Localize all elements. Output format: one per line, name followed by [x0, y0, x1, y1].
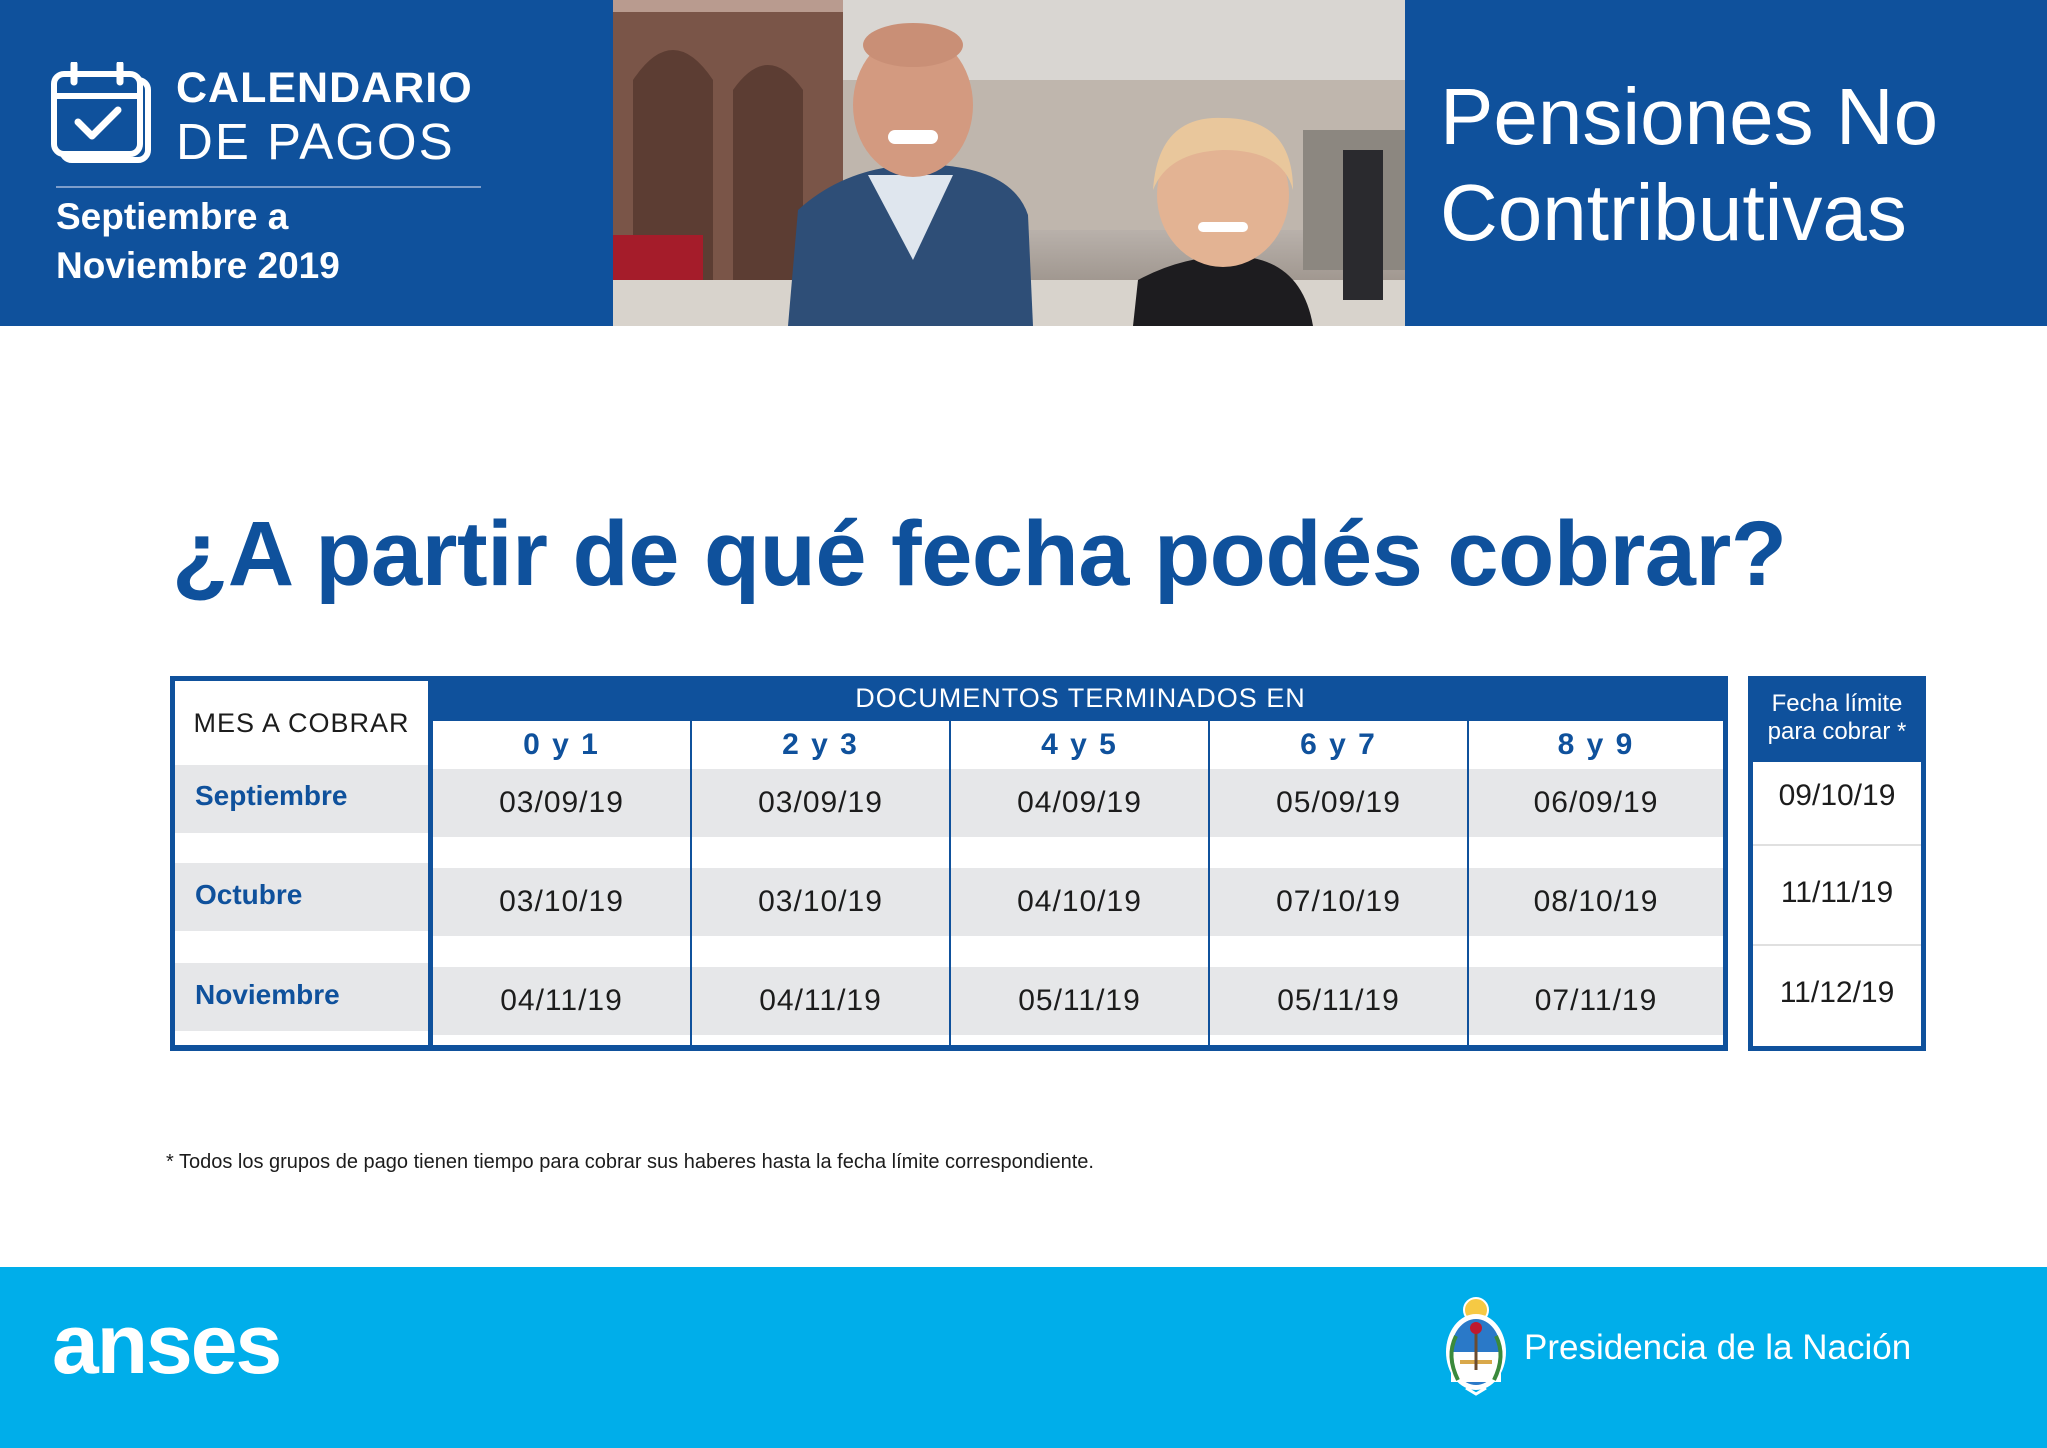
divider — [1753, 944, 1921, 946]
deadline-header — [1748, 676, 1926, 760]
calendar-title-line1: CALENDARIO — [176, 64, 473, 112]
page-title: ¿A partir de qué fecha podés cobrar? — [172, 503, 1787, 605]
column-header: 8 y 9 — [1557, 728, 1635, 761]
month-name: Septiembre — [195, 780, 348, 811]
date-cell: 07/11/19 — [1534, 984, 1658, 1017]
column-header: 0 y 1 — [523, 728, 600, 761]
deadline-table — [1748, 676, 1926, 1051]
column-header: 2 y 3 — [782, 728, 859, 761]
date-cell: 03/09/19 — [499, 786, 624, 819]
date-cell: 08/10/19 — [1533, 885, 1659, 918]
table-column — [1469, 721, 1723, 1045]
deadline-date: 11/11/19 — [1780, 876, 1894, 909]
table-column — [692, 721, 949, 1045]
date-cell: 04/09/19 — [1017, 786, 1142, 819]
national-seal-icon — [1442, 1296, 1510, 1396]
date-cell: 04/10/19 — [1017, 885, 1142, 918]
date-cell: 05/11/19 — [1277, 984, 1400, 1017]
date-cell: 07/10/19 — [1276, 885, 1401, 918]
date-cell: 03/09/19 — [758, 786, 883, 819]
column-header: 6 y 7 — [1300, 728, 1377, 761]
payment-schedule-table — [170, 676, 1728, 1051]
month-name: Noviembre — [195, 979, 340, 1010]
date-cell: 05/09/19 — [1276, 786, 1401, 819]
documents-header: DOCUMENTOS TERMINADOS EN — [855, 683, 1306, 713]
month-column-header: MES A COBRAR — [175, 681, 428, 765]
date-cell: 03/10/19 — [499, 885, 624, 918]
period-line2: Noviembre 2019 — [56, 245, 340, 286]
date-cell: 06/09/19 — [1533, 786, 1659, 819]
program-title-line1: Pensiones No — [1440, 72, 1939, 161]
table-column — [433, 721, 690, 1045]
header-photo — [613, 0, 1405, 326]
government-label: Presidencia de la Nación — [1524, 1328, 1912, 1367]
header-right-panel — [1405, 0, 2047, 326]
calendar-check-icon — [48, 62, 156, 170]
period-line1: Septiembre a — [56, 196, 289, 237]
footnote: * Todos los grupos de pago tienen tiempo para cobrar sus haberes hasta la fecha límite correspondiente. — [166, 1151, 1094, 1173]
month-column — [175, 765, 428, 1045]
deadline-header-line1: Fecha límite — [1771, 690, 1903, 717]
anses-logo: anses — [52, 1297, 281, 1391]
date-cell: 03/10/19 — [758, 885, 883, 918]
column-header: 4 y 5 — [1041, 728, 1118, 761]
date-cell: 04/11/19 — [759, 984, 882, 1017]
deadline-body — [1753, 762, 1921, 1046]
calendar-title-line2: DE PAGOS — [176, 113, 455, 170]
date-cell: 05/11/19 — [1018, 984, 1141, 1017]
header-divider — [56, 186, 481, 188]
divider — [1753, 844, 1921, 846]
date-cell: 04/11/19 — [500, 984, 623, 1017]
deadline-date: 09/10/19 — [1778, 779, 1896, 812]
table-column — [951, 721, 1208, 1045]
table-column — [1210, 721, 1467, 1045]
deadline-date: 11/12/19 — [1779, 976, 1895, 1009]
deadline-header-line2: para cobrar * — [1767, 718, 1907, 745]
month-name: Octubre — [195, 879, 303, 910]
program-title-line2: Contributivas — [1440, 168, 1907, 257]
